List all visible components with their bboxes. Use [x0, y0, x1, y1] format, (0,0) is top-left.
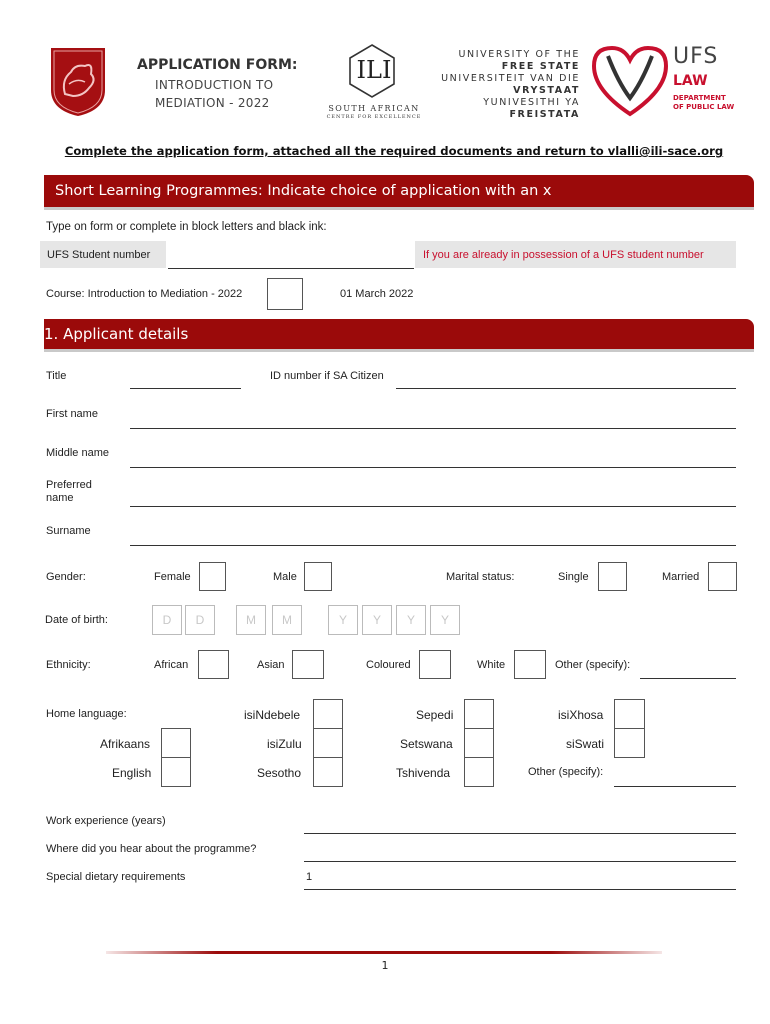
- sepedi-label: Sepedi: [416, 708, 454, 722]
- language-other-input[interactable]: [614, 786, 736, 787]
- coloured-checkbox[interactable]: [419, 650, 451, 679]
- setswana-checkbox[interactable]: [464, 728, 494, 758]
- dietary-value: 1: [306, 871, 313, 883]
- sepedi-checkbox[interactable]: [464, 699, 494, 729]
- single-label: Single: [558, 571, 589, 583]
- preferred-name-label-2: name: [46, 492, 74, 504]
- uni-line-5: YUNIVESITHI YA: [483, 97, 580, 108]
- asian-label: Asian: [257, 659, 285, 671]
- id-number-input[interactable]: [396, 388, 736, 389]
- uni-line-2: FREE STATE: [501, 61, 580, 72]
- title-input[interactable]: [130, 388, 241, 389]
- dob-day-2[interactable]: D: [185, 605, 215, 635]
- isindebele-label: isiNdebele: [244, 708, 301, 722]
- tshivenda-checkbox[interactable]: [464, 757, 494, 787]
- female-checkbox[interactable]: [199, 562, 226, 591]
- african-label: African: [154, 659, 189, 671]
- student-number-note: If you are already in possession of a UFS student number: [423, 249, 704, 261]
- first-name-input[interactable]: [130, 428, 736, 429]
- ufs-law-text: LAW: [673, 73, 708, 89]
- dob-year-1[interactable]: Y: [328, 605, 358, 635]
- isizulu-checkbox[interactable]: [313, 728, 343, 758]
- married-checkbox[interactable]: [708, 562, 737, 591]
- english-checkbox[interactable]: [161, 757, 191, 787]
- id-number-label: ID number if SA Citizen: [270, 370, 384, 382]
- ethnicity-other-label: Other (specify):: [555, 659, 631, 671]
- footer-rule: [106, 951, 662, 954]
- form-title: APPLICATION FORM:: [137, 57, 298, 73]
- student-number-label: UFS Student number: [47, 249, 151, 261]
- course-checkbox[interactable]: [267, 278, 303, 310]
- ethnicity-label: Ethnicity:: [46, 659, 91, 671]
- preferred-name-input[interactable]: [130, 506, 736, 507]
- ethnicity-other-input[interactable]: [640, 678, 736, 679]
- afrikaans-checkbox[interactable]: [161, 728, 191, 758]
- ufs-heart-logo: [588, 42, 672, 118]
- home-language-label: Home language:: [46, 708, 127, 720]
- ufs-crest-logo: [47, 44, 109, 118]
- course-label: Course: Introduction to Mediation - 2022: [46, 288, 243, 300]
- surname-input[interactable]: [130, 545, 736, 546]
- dob-label: Date of birth:: [45, 614, 108, 626]
- type-note: Type on form or complete in block letters and black ink:: [46, 221, 327, 233]
- dob-year-3[interactable]: Y: [396, 605, 426, 635]
- hear-about-input[interactable]: [304, 861, 736, 862]
- uni-line-3: UNIVERSITEIT VAN DIE: [441, 73, 580, 84]
- white-label: White: [477, 659, 506, 671]
- dob-day-1[interactable]: D: [152, 605, 182, 635]
- siswati-label: siSwati: [566, 737, 605, 751]
- asian-checkbox[interactable]: [292, 650, 324, 679]
- surname-label: Surname: [46, 525, 91, 537]
- preferred-name-label-1: Preferred: [46, 479, 92, 491]
- coloured-label: Coloured: [366, 659, 411, 671]
- english-label: English: [112, 766, 152, 780]
- dob-year-4[interactable]: Y: [430, 605, 460, 635]
- middle-name-label: Middle name: [46, 447, 109, 459]
- slp-section-title: Short Learning Programmes: Indicate choice of application with an x: [55, 183, 552, 199]
- ili-logo-text: ILI: [356, 56, 392, 84]
- ili-logo: [322, 42, 426, 122]
- dob-year-2[interactable]: Y: [362, 605, 392, 635]
- applicant-section-title: 1. Applicant details: [44, 325, 189, 343]
- applicant-section-banner: [44, 319, 754, 349]
- dietary-input[interactable]: [304, 889, 736, 890]
- white-checkbox[interactable]: [514, 650, 546, 679]
- dob-month-1[interactable]: M: [236, 605, 266, 635]
- african-checkbox[interactable]: [198, 650, 229, 679]
- university-name-block: [440, 49, 580, 121]
- married-label: Married: [662, 571, 700, 583]
- ufs-dept-line1: DEPARTMENT: [673, 94, 726, 102]
- ufs-logo-text: UFS: [673, 44, 719, 69]
- title-label: Title: [46, 370, 67, 382]
- first-name-label: First name: [46, 408, 98, 420]
- isindebele-checkbox[interactable]: [313, 699, 343, 729]
- ufs-dept-line2: OF PUBLIC LAW: [673, 103, 735, 111]
- single-checkbox[interactable]: [598, 562, 627, 591]
- course-date: 01 March 2022: [340, 288, 414, 300]
- student-number-input[interactable]: [168, 268, 414, 269]
- sesotho-label: Sesotho: [257, 766, 302, 780]
- work-experience-label: Work experience (years): [46, 815, 166, 827]
- afrikaans-label: Afrikaans: [100, 737, 151, 751]
- ili-logo-line1: SOUTH AFRICAN: [328, 104, 420, 113]
- page-number: 1: [381, 959, 389, 972]
- male-label: Male: [273, 571, 297, 583]
- work-experience-input[interactable]: [304, 833, 736, 834]
- male-checkbox[interactable]: [304, 562, 332, 591]
- hear-about-label: Where did you hear about the programme?: [46, 843, 257, 855]
- dob-month-2[interactable]: M: [272, 605, 302, 635]
- uni-line-6: FREISTATA: [509, 109, 580, 120]
- form-subtitle-2: MEDIATION - 2022: [155, 96, 270, 110]
- isixhosa-label: isiXhosa: [558, 708, 604, 722]
- siswati-checkbox[interactable]: [614, 728, 645, 758]
- setswana-label: Setswana: [400, 737, 453, 751]
- dietary-label: Special dietary requirements: [46, 871, 186, 883]
- language-other-label: Other (specify):: [528, 766, 604, 778]
- tshivenda-label: Tshivenda: [396, 766, 451, 780]
- uni-line-1: UNIVERSITY OF THE: [458, 49, 580, 60]
- instruction-text: Complete the application form, attached all the required documents and return to vlalli@ili-sace.org: [64, 144, 724, 158]
- sesotho-checkbox[interactable]: [313, 757, 343, 787]
- gender-label: Gender:: [46, 571, 86, 583]
- ili-logo-line2: CENTRE FOR EXCELLENCE: [326, 114, 422, 120]
- isizulu-label: isiZulu: [267, 737, 302, 751]
- form-subtitle-1: INTRODUCTION TO: [155, 78, 274, 92]
- female-label: Female: [154, 571, 191, 583]
- uni-line-4: VRYSTAAT: [513, 85, 580, 96]
- slp-section-banner: [44, 175, 754, 207]
- marital-status-label: Marital status:: [446, 571, 515, 583]
- isixhosa-checkbox[interactable]: [614, 699, 645, 729]
- middle-name-input[interactable]: [130, 467, 736, 468]
